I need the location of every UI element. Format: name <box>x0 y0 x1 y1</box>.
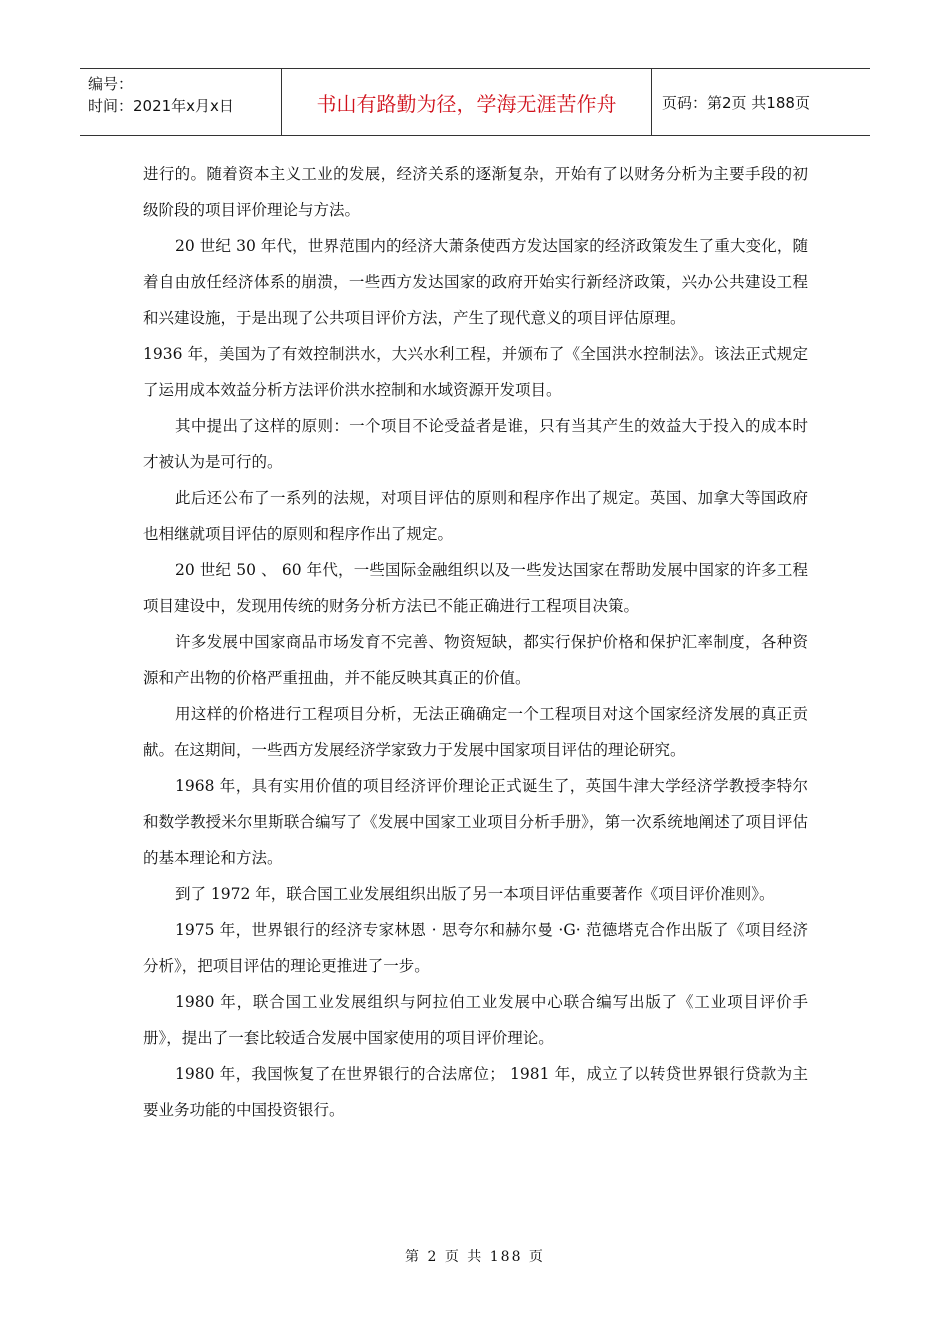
page-footer: 第 2 页 共 188 页 <box>405 1249 545 1265</box>
header-motto: 书山有路勤为径，学海无涯苦作舟 <box>282 69 652 135</box>
paragraph: 1936 年，美国为了有效控制洪水，大兴水利工程，并颁布了《全国洪水控制法》。该法正式规定了运用成本效益分析方法评价洪水控制和水域资源开发项目。 <box>143 345 808 399</box>
paragraph: 到了 1972 年，联合国工业发展组织出版了另一本项目评估重要著作《项目评价准则》。 <box>175 885 775 903</box>
page-header <box>80 68 870 136</box>
header-meta <box>80 69 282 135</box>
document-body <box>143 156 808 1128</box>
paragraph: 1980 年，联合国工业发展组织与阿拉伯工业发展中心联合编写出版了《工业项目评价手册》，提出了一套比较适合发展中国家使用的项目评价理论。 <box>143 993 808 1047</box>
paragraph: 20 世纪 30 年代，世界范围内的经济大萧条使西方发达国家的经济政策发生了重大变化，随着自由放任经济体系的崩溃，一些西方发达国家的政府开始实行新经济政策，兴办公共建设工程和兴建设施，于是出现了公共项目评价方法，产生了现代意义的项目评估原理。 <box>143 237 808 327</box>
header-page-info: 页码：第2页 共188页 <box>662 93 810 112</box>
paragraph: 许多发展中国家商品市场发育不完善、物资短缺，都实行保护价格和保护汇率制度，各种资源和产出物的价格严重扭曲，并不能反映其真正的价值。 <box>143 633 808 687</box>
paragraph: 其中提出了这样的原则：一个项目不论受益者是谁，只有当其产生的效益大于投入的成本时才被认为是可行的。 <box>143 417 808 471</box>
paragraph: 此后还公布了一系列的法规，对项目评估的原则和程序作出了规定。英国、加拿大等国政府也相继就项目评估的原则和程序作出了规定。 <box>143 489 808 543</box>
paragraph: 1975 年，世界银行的经济专家林恩 · 思夸尔和赫尔曼 ·G· 范德塔克合作出版了《项目经济分析》，把项目评估的理论更推进了一步。 <box>143 921 808 975</box>
paragraph: 1980 年，我国恢复了在世界银行的合法席位； 1981 年，成立了以转贷世界银行贷款为主要业务功能的中国投资银行。 <box>143 1065 808 1119</box>
paragraph: 20 世纪 50 、 60 年代，一些国际金融组织以及一些发达国家在帮助发展中国家的许多工程项目建设中，发现用传统的财务分析方法已不能正确进行工程项目决策。 <box>143 561 808 615</box>
paragraph: 进行的。随着资本主义工业的发展，经济关系的逐渐复杂，开始有了以财务分析为主要手段的初级阶段的项目评价理论与方法。 <box>143 165 808 219</box>
serial-label: 编号： <box>88 75 134 93</box>
date-label: 时间：2021年x月x日 <box>88 97 234 115</box>
paragraph: 1968 年，具有实用价值的项目经济评价理论正式诞生了，英国牛津大学经济学教授李特尔和数学教授米尔里斯联合编写了《发展中国家工业项目分析手册》，第一次系统地阐述了项目评估的基本理论和方法。 <box>143 777 808 867</box>
paragraph: 用这样的价格进行工程项目分析，无法正确确定一个工程项目对这个国家经济发展的真正贡献。在这期间，一些西方发展经济学家致力于发展中国家项目评估的理论研究。 <box>143 705 808 759</box>
